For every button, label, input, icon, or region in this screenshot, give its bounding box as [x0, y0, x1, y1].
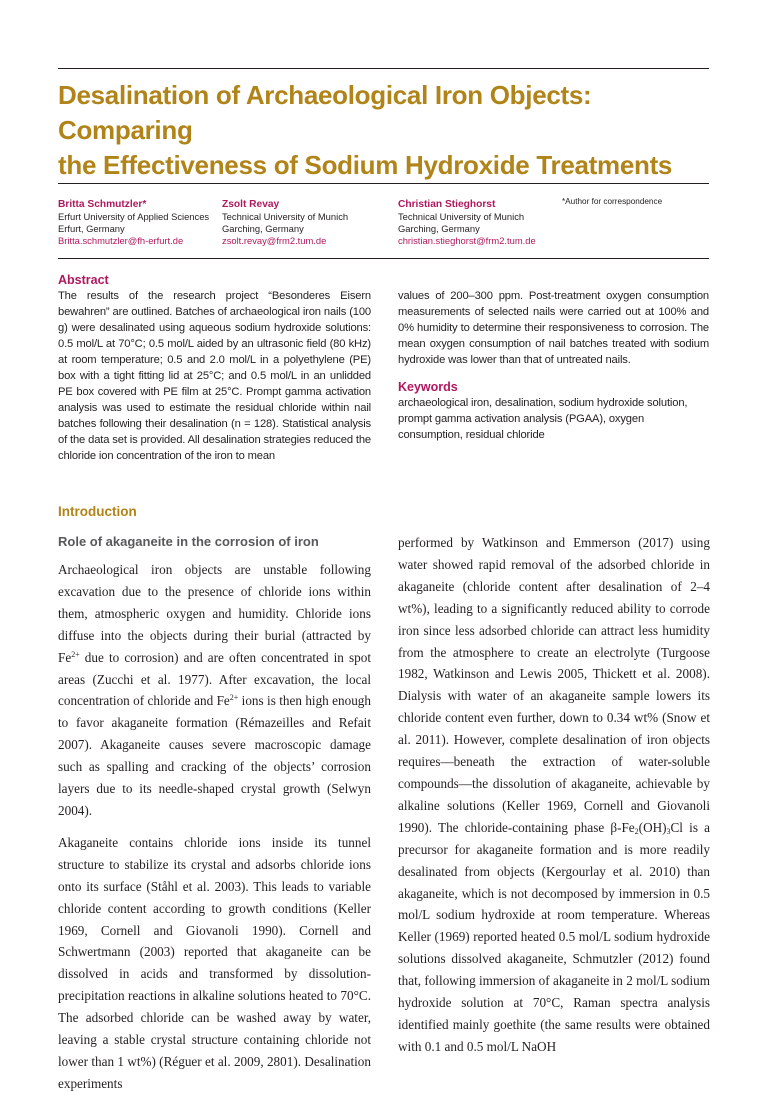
author-block-1: [58, 198, 209, 248]
abstract-text-right: values of 200–300 ppm. Post-treatment oxygen consumption measurements of selected nails were carried out at 100% and 0% humidity to determine their responsiveness to corrosion. The mean oxygen consumption of nail batches treated with sodium hydroxide was lower than that of untreated nails.: [398, 290, 709, 366]
title-line-1: Desalination of Archaeological Iron Objects: Comparing: [58, 80, 592, 145]
author-email-link[interactable]: zsolt.revay@frm2.tum.de: [222, 235, 327, 247]
author-top-rule: [58, 183, 709, 184]
author-name: Zsolt Revay: [222, 199, 280, 210]
introduction-heading: Introduction: [58, 504, 137, 519]
author-block-2: [222, 198, 348, 248]
author-name: Britta Schmutzler*: [58, 199, 147, 210]
abstract-text-left: The results of the research project “Besonderes Eisern bewahren” are outlined. Batches of archaeological iron nails (100 g) were desalinated using aqueous sodium hydroxide solutions: 0.5 mol/L at 70°C; 0.5 mol/L aided by an ultrasonic field (80 kHz) at room temperature; 0.5 and 2.0 mol/L in a polyethylene (PE) box with a tight fitting lid at 25°C; and 0.5 mol/L in an unlidded PE box covered with PE film at 25°C. Prompt gamma activation analysis was used to estimate the residual chloride within nail batches following their desalination (n = 128). Statistical analysis of the data set is provided. All desalination strategies reduced the chloride ion concentration of the iron to mean: [58, 290, 371, 462]
subscript: 3: [666, 826, 671, 836]
author-email-link[interactable]: Britta.schmutzler@fh-erfurt.de: [58, 235, 184, 247]
author-location: Garching, Germany: [398, 223, 480, 235]
author-email-link[interactable]: christian.stieghorst@frm2.tum.de: [398, 235, 536, 247]
paragraph-3: performed by Watkinson and Emmerson (2017) using water showed rapid removal of the adsorbed chloride in akaganeite (chloride content after desalination of 2–4 wt%), leading to a significantly reduced ability to corrode iron since less adsorbed chloride can attract less humidity from the atmosphere to create an electrolyte (Turgoose 1982, Watkinson and Lewis 2005, Thickett et al. 2008). Dialysis with water of an akaganeite sample lowers its chloride content even further, down to 0.34 wt% (Snow et al. 2011). However, complete desalination of iron objects requires—beneath the extraction of water-soluble compounds—the dissolution of akaganeite, achievable by alkaline solutions (Keller 1969, Cornell and Giovanoli 1990). The chloride-containing phase $\beta-Fe_2(OH)_3Cl$ is a precursor for akaganeite formation and is more readily desalinated from objects (Kergourlay et al. 2010) than akaganeite, which is not decomposed by immersion in 0.5 mol/L sodium hydroxide at room temperature. Whereas Keller (1969) reported heated 0.5 mol/L sodium hydroxide solutions dissolved akaganeite, Schmutzler (2012) found that, following immersion of akaganeite in 2 mol/L sodium hydroxide solution at 70°C, Raman spectra analysis identified mainly goethite (the same results were obtained with 0.1 and 0.5 mol/L NaOH: [398, 535, 710, 1054]
subscript: 2: [634, 826, 639, 836]
abstract-column-right: [398, 288, 709, 443]
author-block-3: [398, 198, 536, 248]
author-location: Erfurt, Germany: [58, 223, 125, 235]
author-affiliation: Technical University of Munich: [398, 211, 525, 222]
body-column-right: [398, 532, 710, 1068]
paragraph-1: Archaeological iron objects are unstable following excavation due to the presence of chloride ions within them, atmospheric oxygen and humidity. Chloride ions diffuse into the objects during their burial (attracted by $Fe^{2+}$ due to corrosion) and are often concentrated in spot areas (Zucchi et al. 1977). After excavation, the local concentration of chloride and $Fe^{2+}$ ions is then high enough to favor akaganeite formation (Rémazeilles and Refait 2007). Akaganeite causes severe macroscopic damage such as spalling and cracking of the objects’ corrosion layers due to its needle-shaped crystal growth (Selwyn 2004).: [58, 562, 371, 818]
top-rule: [58, 68, 709, 69]
author-location: Garching, Germany: [222, 223, 304, 235]
superscript: 2+: [71, 649, 80, 659]
superscript: 2+: [229, 693, 239, 703]
keywords-text: archaeological iron, desalination, sodium hydroxide solution, prompt gamma activation analysis (PGAA), oxygen consumption, residual chloride: [398, 397, 688, 441]
author-bottom-rule: [58, 258, 709, 259]
introduction-subheading: Role of akaganeite in the corrosion of iron: [58, 534, 319, 549]
body-column-left: [58, 559, 371, 1105]
abstract-column-left: [58, 272, 371, 464]
article-title: [58, 78, 709, 183]
author-affiliation: Technical University of Munich: [222, 211, 349, 222]
paragraph-2: Akaganeite contains chloride ions inside its tunnel structure to stabilize its crystal and adsorbs chloride ions onto its surface (Ståhl et al. 2003). This leads to variable chloride content according to growth conditions (Keller 1969, Cornell and Giovanoli 1990). Cornell and Schwertmann (2003) reported that akaganeite can be dissolved in acids and transformed by dissolution-precipitation reactions in alkaline solutions heated to 70°C. The adsorbed chloride can be washed away by water, leaving a stable crystal structure containing chloride not lower than 1 wt%) (Réguer et al. 2009, 2801). Desalination experiments: [58, 834, 371, 1091]
author-name: Christian Stieghorst: [398, 199, 496, 210]
abstract-heading: Abstract: [58, 273, 109, 287]
keywords-heading: Keywords: [398, 380, 458, 394]
title-line-2: the Effectiveness of Sodium Hydroxide Treatments: [58, 150, 673, 180]
author-affiliation: Erfurt University of Applied Sciences: [58, 211, 210, 222]
correspondence-note: *Author for correspondence: [562, 197, 663, 206]
